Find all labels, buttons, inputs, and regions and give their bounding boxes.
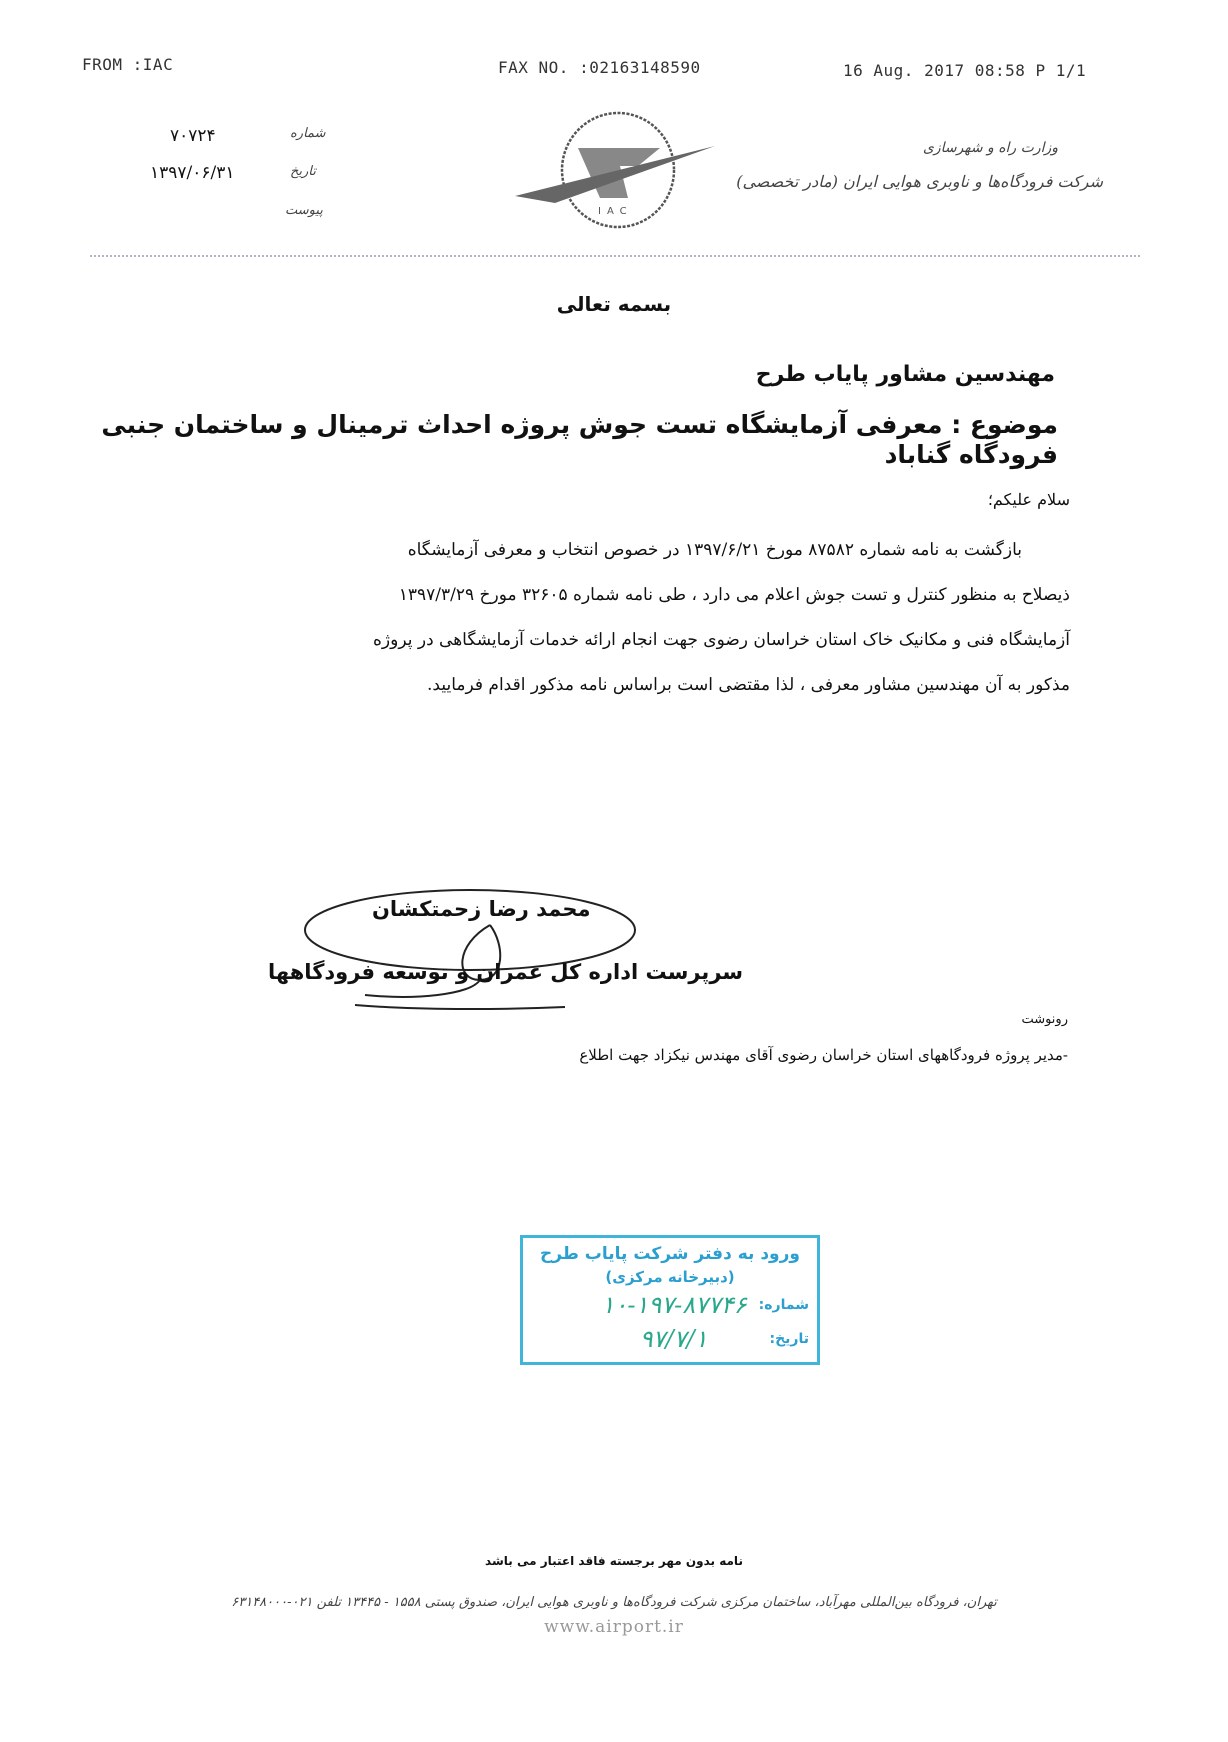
date-label: تاریخ xyxy=(290,164,316,179)
stamp-number-row xyxy=(531,1288,809,1322)
header-divider xyxy=(90,255,1140,257)
greeting: سلام علیکم؛ xyxy=(987,490,1070,509)
ministry-name: وزارت راه و شهرسازی xyxy=(922,140,1058,156)
letter-body xyxy=(200,528,1070,708)
date-value: ۱۳۹۷/۰۶/۳۱ xyxy=(150,163,235,183)
addressee: مهندسین مشاور پایاب طرح xyxy=(755,362,1055,387)
body-line: بازگشت به نامه شماره ۸۷۵۸۲ مورخ ۱۳۹۷/۶/۲۱ در خصوص انتخاب و معرفی آزمایشگاه xyxy=(407,540,1022,560)
footer-note: نامه بدون مهر برجسته فاقد اعتبار می باشد xyxy=(485,1554,743,1568)
fax-number: FAX NO. :02163148590 xyxy=(498,58,701,77)
invocation: بسمه تعالی xyxy=(556,292,672,316)
stamp-date-row xyxy=(531,1322,809,1356)
fax-timestamp: 16 Aug. 2017 08:58 P 1/1 xyxy=(843,61,1087,80)
cc-label: رونوشت xyxy=(1021,1012,1068,1027)
company-name: شرکت فرودگاه‌ها و ناوبری هوایی ایران (مادر تخصصی) xyxy=(736,172,1103,191)
stamp-subtitle: (دبیرخانه مرکزی) xyxy=(605,1268,735,1286)
subject: موضوع : معرفی آزمایشگاه تست جوش پروژه احداث ترمینال و ساختمان جنبی فرودگاه گناباد xyxy=(101,410,1058,469)
signatory-name: محمد رضا زحمتکشان xyxy=(372,897,591,921)
cc-line: -مدیر پروژه فرودگاههای استان خراسان رضوی آقای مهندس نیکزاد جهت اطلاع xyxy=(579,1046,1068,1064)
stamp-date-label: تاریخ: xyxy=(769,1331,809,1347)
number-label: شماره xyxy=(290,126,326,141)
stamp-title: ورود به دفتر شرکت پایاب طرح xyxy=(540,1244,800,1264)
logo-text: IAC xyxy=(598,206,633,217)
stamp-number-value: ۱۰-۱۹۷-۸۷۷۴۶ xyxy=(601,1291,747,1319)
footer-address: تهران، فرودگاه بین‌المللی مهرآباد، ساختمان مرکزی شرکت فرودگاه‌ها و ناوبری هوایی ایران، صندوق پستی ۱۵۵۸ - ۱۳۴۴۵ تلفن ۰۲۱-۶۳۱۴۸۰۰۰ xyxy=(231,1595,997,1610)
body-line: مذکور به آن مهندسین مشاور معرفی ، لذا مقتضی است براساس نامه مذکور اقدام فرمایید. xyxy=(427,675,1070,695)
footer-website: www.airport.ir xyxy=(544,1617,684,1637)
stamp-date-value: ۹۷/۷/۱ xyxy=(639,1325,708,1353)
fax-from: FROM :IAC xyxy=(82,55,174,74)
attachment-label: پیوست xyxy=(285,203,323,218)
number-value: ۷۰۷۲۴ xyxy=(170,126,216,146)
stamp-number-label: شماره: xyxy=(758,1297,809,1313)
body-line: ذیصلاح به منظور کنترل و تست جوش اعلام می دارد ، طی نامه شماره ۳۲۶۰۵ مورخ ۱۳۹۷/۳/۲۹ xyxy=(398,585,1070,605)
organization-logo xyxy=(510,108,720,233)
signatory-title: سرپرست اداره کل عمران و توسعه فرودگاهها xyxy=(268,960,744,984)
received-stamp xyxy=(520,1235,820,1365)
body-line: آزمایشگاه فنی و مکانیک خاک استان خراسان رضوی جهت انجام ارائه خدمات آزمایشگاهی در پروژه xyxy=(373,630,1070,650)
footer xyxy=(180,1552,1048,1637)
